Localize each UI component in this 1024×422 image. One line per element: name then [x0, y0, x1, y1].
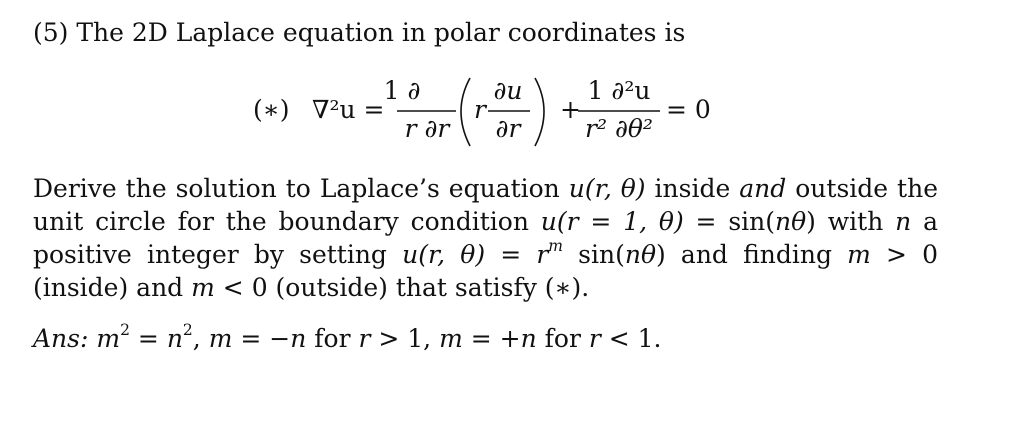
emphasis-and: and — [739, 174, 787, 203]
answer-text: for — [536, 324, 589, 353]
math-exponent-m: m — [548, 236, 563, 255]
math-m: m — [847, 240, 871, 269]
exponent: 2 — [120, 320, 130, 339]
term2-numerator: 1 ∂²u — [587, 76, 651, 105]
math-m: m — [439, 324, 463, 353]
problem-body — [33, 172, 938, 304]
math-n: n — [895, 207, 912, 236]
body-text: < 0 (outside) that satisfy (∗). — [214, 273, 590, 302]
body-text: Derive the solution to Laplace’s equation — [33, 174, 569, 203]
answer-text: = − — [232, 324, 291, 353]
equation-rhs: = 0 — [666, 95, 711, 124]
math-n: n — [290, 324, 307, 353]
term1-denominator: r ∂r — [404, 114, 450, 143]
answer-text: = + — [462, 324, 521, 353]
math-u-r-theta: u(r, θ) — [568, 174, 646, 203]
body-text: > 0 (inside) and — [33, 240, 939, 302]
math-r: r — [588, 324, 601, 353]
body-text: = sin( — [683, 207, 776, 236]
math-m: m — [191, 273, 215, 302]
math-u-r-theta: u(r, θ) — [402, 240, 486, 269]
math-n: n — [520, 324, 537, 353]
right-paren — [535, 78, 544, 146]
equation-lhs: ∇²u = — [312, 95, 385, 124]
term2-denominator: r² ∂θ² — [585, 114, 653, 143]
left-paren — [461, 78, 470, 146]
answer-text: = — [129, 324, 167, 353]
term1-numerator: 1 ∂ — [383, 76, 421, 105]
answer-line — [33, 322, 662, 355]
body-text: sin( — [563, 240, 625, 269]
laplace-equation — [0, 70, 1024, 150]
answer-label: Ans: — [33, 324, 89, 353]
body-text: inside — [645, 174, 740, 203]
math-n-theta: nθ — [775, 207, 807, 236]
math-m: m — [208, 324, 233, 353]
answer-text: > 1, — [370, 324, 440, 353]
body-text: ) with — [806, 207, 896, 236]
math-boundary: u(r = 1, θ) — [540, 207, 684, 236]
math-r: r — [358, 324, 371, 353]
body-text: a positive integer by setting — [33, 207, 938, 269]
inner-coefficient: r — [474, 95, 486, 124]
inner-denominator: ∂r — [495, 114, 521, 143]
math-r: r — [536, 240, 549, 269]
body-text: ) and finding — [656, 240, 848, 269]
problem-title: (5) The 2D Laplace equation in polar coordinates is — [33, 18, 686, 47]
math-m: m — [96, 324, 121, 353]
plus-sign: + — [560, 95, 581, 124]
answer-text: < 1. — [600, 324, 662, 353]
answer-text: , — [192, 324, 209, 353]
body-text: = — [485, 240, 537, 269]
answer-text: for — [306, 324, 359, 353]
math-n-theta: nθ — [624, 240, 656, 269]
inner-numerator: ∂u — [493, 76, 523, 105]
exponent: 2 — [182, 320, 193, 339]
equation-tag: (∗) — [253, 95, 290, 124]
math-n: n — [166, 324, 183, 353]
body-text: outside the unit circle for the boundary condition — [33, 174, 938, 236]
